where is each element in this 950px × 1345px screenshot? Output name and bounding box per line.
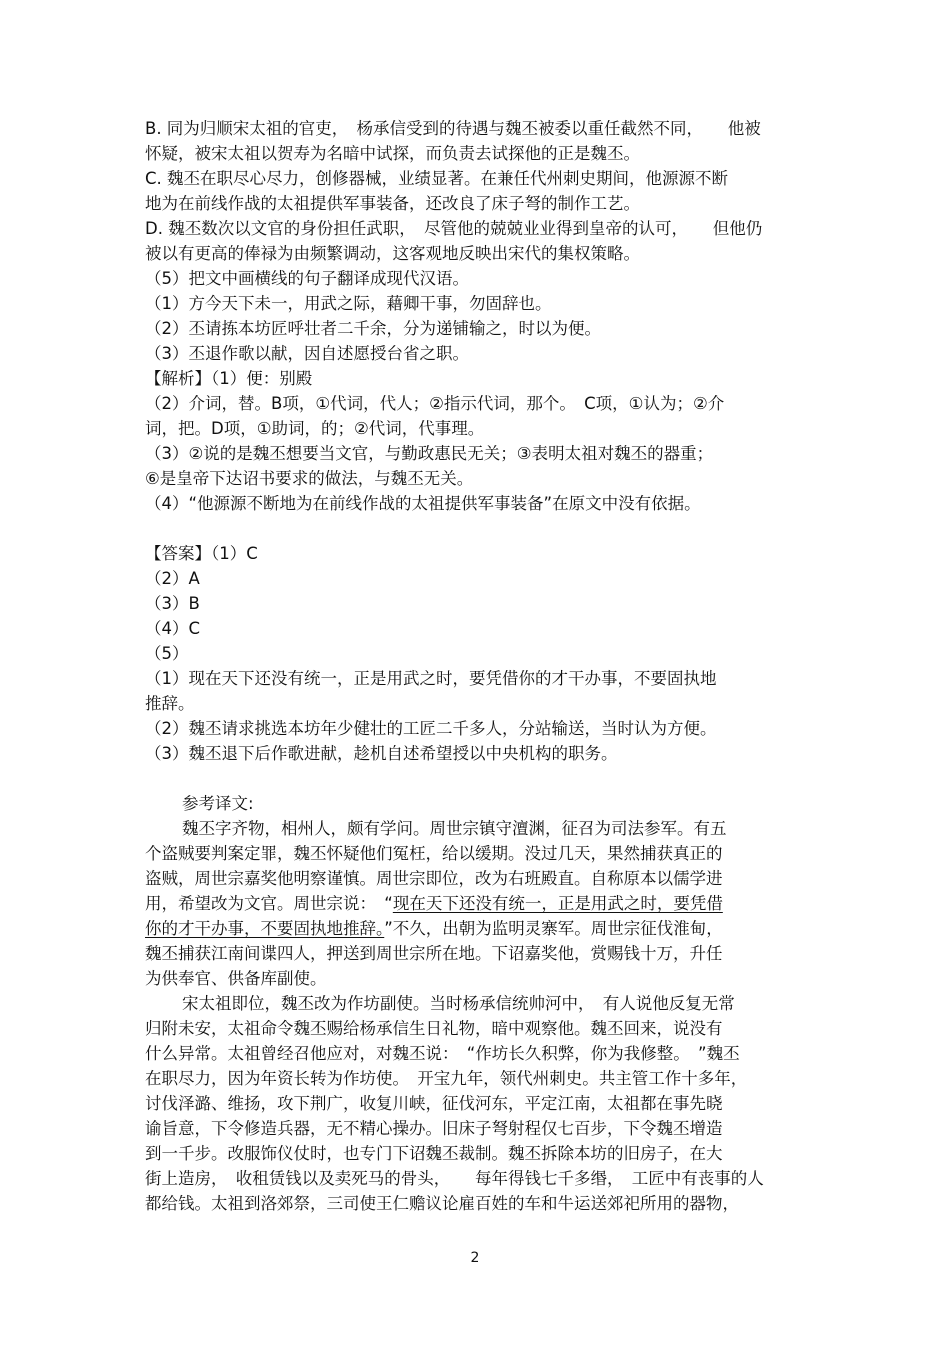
paragraph-1-line-4 — [145, 891, 723, 916]
underlined-sentence: 现在天下还没有统一，正是用武之时，要凭借 — [392, 894, 723, 913]
question-5: （5）把文中画横线的句子翻译成现代汉语。 — [145, 269, 469, 288]
option-d-line-2: 被以有更高的俸禄为由频繁调动，这客观地反映出宋代的集权策略。 — [145, 244, 640, 263]
reference-translation-heading: 参考译文: — [182, 794, 254, 813]
analysis-4: （4）“他源源不断地为在前线作战的太祖提供军事装备”在原文中没有依据。 — [145, 494, 701, 513]
option-c-line-1: C. 魏丕在职尽心尽力，创修器械，业绩显著。在兼任代州刺史期间，他源源不断 — [145, 169, 729, 188]
option-b-line-2: 怀疑，被宋太祖以贺寿为名暗中试探，而负责去试探他的正是魏丕。 — [145, 144, 640, 163]
paragraph-2-line-7: 到一千步。改服饰仪仗时，也专门下诏魏丕裁制。魏丕拆除本坊的旧房子，在大 — [145, 1144, 723, 1163]
option-b-line-1: B. 同为归顺宋太祖的官吏， 杨承信受到的待遇与魏丕被委以重任截然不同， 他被 — [145, 119, 761, 138]
analysis-2-line-1: （2）介词，替。B项，①代词，代人；②指示代词，那个。 C项，①认为；②介 — [145, 394, 725, 413]
analysis-2-line-2: 词，把。D项，①助词，的；②代词，代事理。 — [145, 419, 485, 438]
answer-5: （5） — [145, 644, 189, 663]
answer-4: （4）C — [145, 619, 201, 638]
question-5-item-1: （1）方今天下未一，用武之际，藉卿干事，勿固辞也。 — [145, 294, 552, 313]
paragraph-1-line-6: 魏丕捕获江南间谍四人，押送到周世宗所在地。下诏嘉奖他，赏赐钱十万，升任 — [145, 944, 723, 963]
paragraph-1-line-3: 盗贼，周世宗嘉奖他明察谨慎。周世宗即位，改为右班殿直。自称原本以儒学进 — [145, 869, 723, 888]
paragraph-2-line-6: 谕旨意，下令修造兵器，无不精心操办。旧床子弩射程仅七百步，下令魏丕增造 — [145, 1119, 723, 1138]
analysis-3-line-1: （3）②说的是魏丕想要当文官，与勤政惠民无关；③表明太祖对魏丕的器重； — [145, 444, 714, 463]
paragraph-2-line-2: 归附未安，太祖命令魏丕赐给杨承信生日礼物，暗中观察他。魏丕回来，说没有 — [145, 1019, 723, 1038]
answer-3: （3）B — [145, 594, 200, 613]
underlined-sentence-cont: 你的才干办事，不要固执地推辞。 — [145, 919, 385, 938]
paragraph-1-line-1: 魏丕字齐物，相州人，颇有学问。周世宗镇守澶渊，征召为司法参军。有五 — [182, 819, 727, 838]
option-d-line-1: D. 魏丕数次以文官的身份担任武职， 尽管他的兢兢业业得到皇帝的认可， 但他仍 — [145, 219, 763, 238]
translation-1-line-1: （1）现在天下还没有统一，正是用武之时，要凭借你的才干办事，不要固执地 — [145, 669, 717, 688]
paragraph-2-line-9: 都给钱。太祖到洛郊祭，三司使王仁赡议论雇百姓的车和牛运送郊祀所用的器物， — [145, 1194, 739, 1213]
paragraph-1-line-2: 个盗贼要判案定罪，魏丕怀疑他们冤枉，给以缓期。没过几天，果然捕获真正的 — [145, 844, 723, 863]
paragraph-2-line-4: 在职尽力，因为年资长转为作坊使。 开宝九年，领代州刺史。共主管工作十多年， — [145, 1069, 748, 1088]
text-segment: 用，希望改为文官。周世宗说： “ — [145, 894, 393, 913]
question-5-item-3: （3）丕退作歌以献，因自述愿授台省之职。 — [145, 344, 469, 363]
paragraph-2-line-3: 什么异常。太祖曾经召他应对，对魏丕说： “作坊长久积弊，你为我修整。 ”魏丕 — [145, 1044, 740, 1063]
question-5-item-2: （2）丕请拣本坊匠呼壮者二千余，分为递铺输之，时以为便。 — [145, 319, 601, 338]
translation-2: （2）魏丕请求挑选本坊年少健壮的工匠二千多人，分站输送，当时认为方便。 — [145, 719, 717, 738]
answer-2: （2）A — [145, 569, 200, 588]
translation-1-line-2: 推辞。 — [145, 694, 195, 713]
translation-3: （3）魏丕退下后作歌进献，趁机自述希望授以中央机构的职务。 — [145, 744, 618, 763]
paragraph-2-line-8: 街上造房， 收租赁钱以及卖死马的骨头， 每年得钱七千多缗， 工匠中有丧事的人 — [145, 1169, 764, 1188]
text-segment: ”不久，出朝为监明灵寨军。周世宗征伐淮甸， — [384, 919, 723, 938]
analysis-3-line-2: ⑥是皇帝下达诏书要求的做法，与魏丕无关。 — [145, 469, 474, 488]
paragraph-1-line-5 — [145, 916, 723, 941]
option-c-line-2: 地为在前线作战的太祖提供军事装备，还改良了床子弩的制作工艺。 — [145, 194, 640, 213]
paragraph-2-line-5: 讨伐泽潞、维扬，攻下荆广，收复川峡，征伐河东，平定江南，太祖都在事先晓 — [145, 1094, 723, 1113]
answer-heading: 【答案】（1）C — [145, 544, 258, 563]
analysis-heading: 【解析】（1）便：别殿 — [145, 369, 313, 388]
page-number: 2 — [470, 1250, 480, 1266]
paragraph-1-line-7: 为供奉官、供备库副使。 — [145, 969, 327, 988]
paragraph-2-line-1: 宋太祖即位，魏丕改为作坊副使。当时杨承信统帅河中， 有人说他反复无常 — [182, 994, 735, 1013]
